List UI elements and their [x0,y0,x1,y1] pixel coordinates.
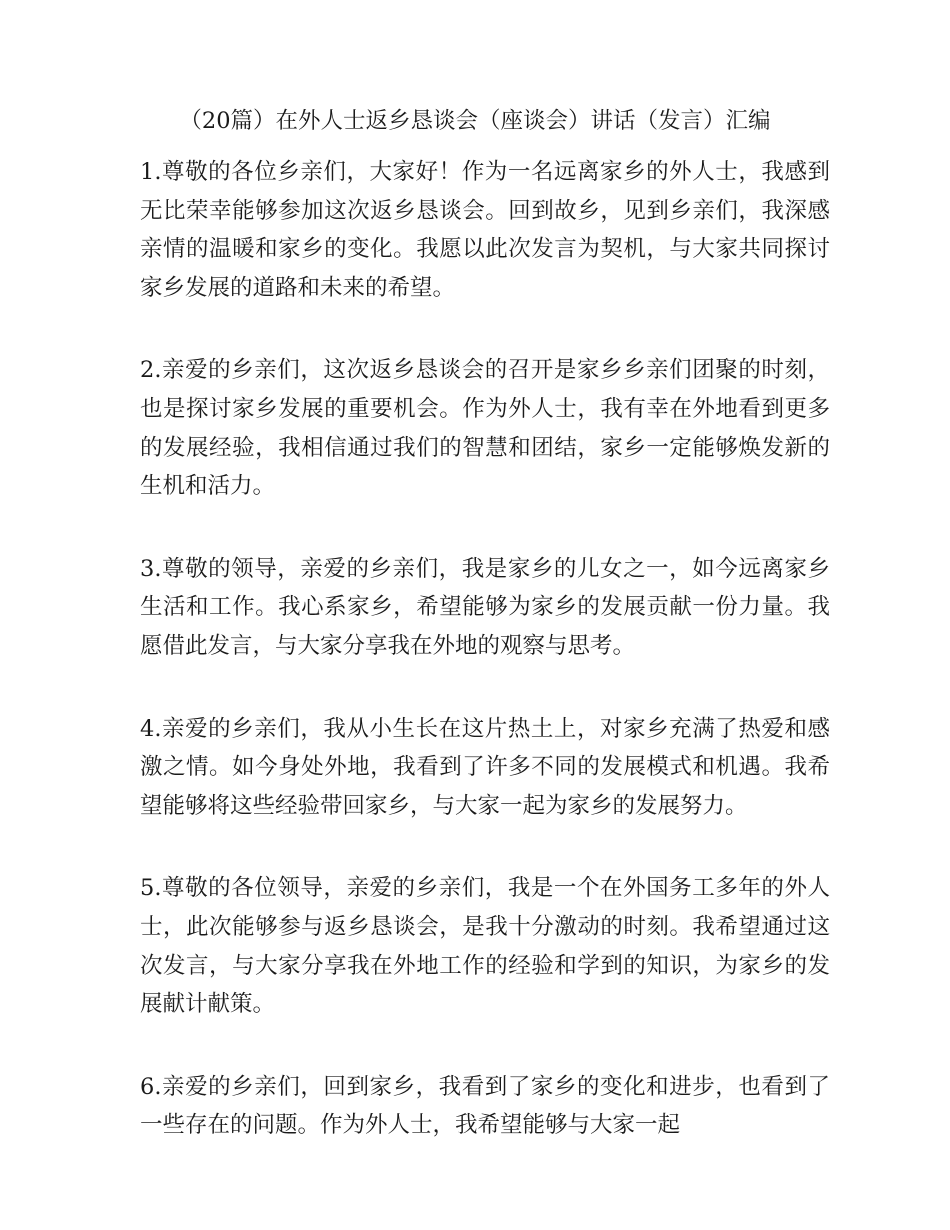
document-body [140,153,830,1189]
paragraph-4: 4.亲爱的乡亲们，我从小生长在这片热土上，对家乡充满了热爱和感激之情。如今身处外地，我看到了许多不同的发展模式和机遇。我希望能够将这些经验带回家乡，与大家一起为家乡的发展努力。 [140,715,830,819]
paragraph-3: 3.尊敬的领导，亲爱的乡亲们，我是家乡的儿女之一，如今远离家乡生活和工作。我心系家乡，希望能够为家乡的发展贡献一份力量。我愿借此发言，与大家分享我在外地的观察与思考。 [140,555,830,659]
paragraph-6: 6.亲爱的乡亲们，回到家乡，我看到了家乡的变化和进步，也看到了一些存在的问题。作为外人士，我希望能够与大家一起 [140,1073,830,1139]
paragraph-1: 1.尊敬的各位乡亲们，大家好！作为一名远离家乡的外人士，我感到无比荣幸能够参加这次返乡恳谈会。回到故乡，见到乡亲们，我深感亲情的温暖和家乡的变化。我愿以此次发言为契机，与大家共同探讨家乡发展的道路和未来的希望。 [140,159,830,301]
document-title: （20篇）在外人士返乡恳谈会（座谈会）讲话（发言）汇编 [179,108,771,134]
paragraph-5: 5.尊敬的各位领导，亲爱的乡亲们，我是一个在外国务工多年的外人士，此次能够参与返乡恳谈会，是我十分激动的时刻。我希望通过这次发言，与大家分享我在外地工作的经验和学到的知识，为家乡的发展献计献策。 [140,875,830,1018]
paragraph-2: 2.亲爱的乡亲们，这次返乡恳谈会的召开是家乡乡亲们团聚的时刻，也是探讨家乡发展的重要机会。作为外人士，我有幸在外地看到更多的发展经验，我相信通过我们的智慧和团结，家乡一定能够焕发新的生机和活力。 [140,357,830,500]
